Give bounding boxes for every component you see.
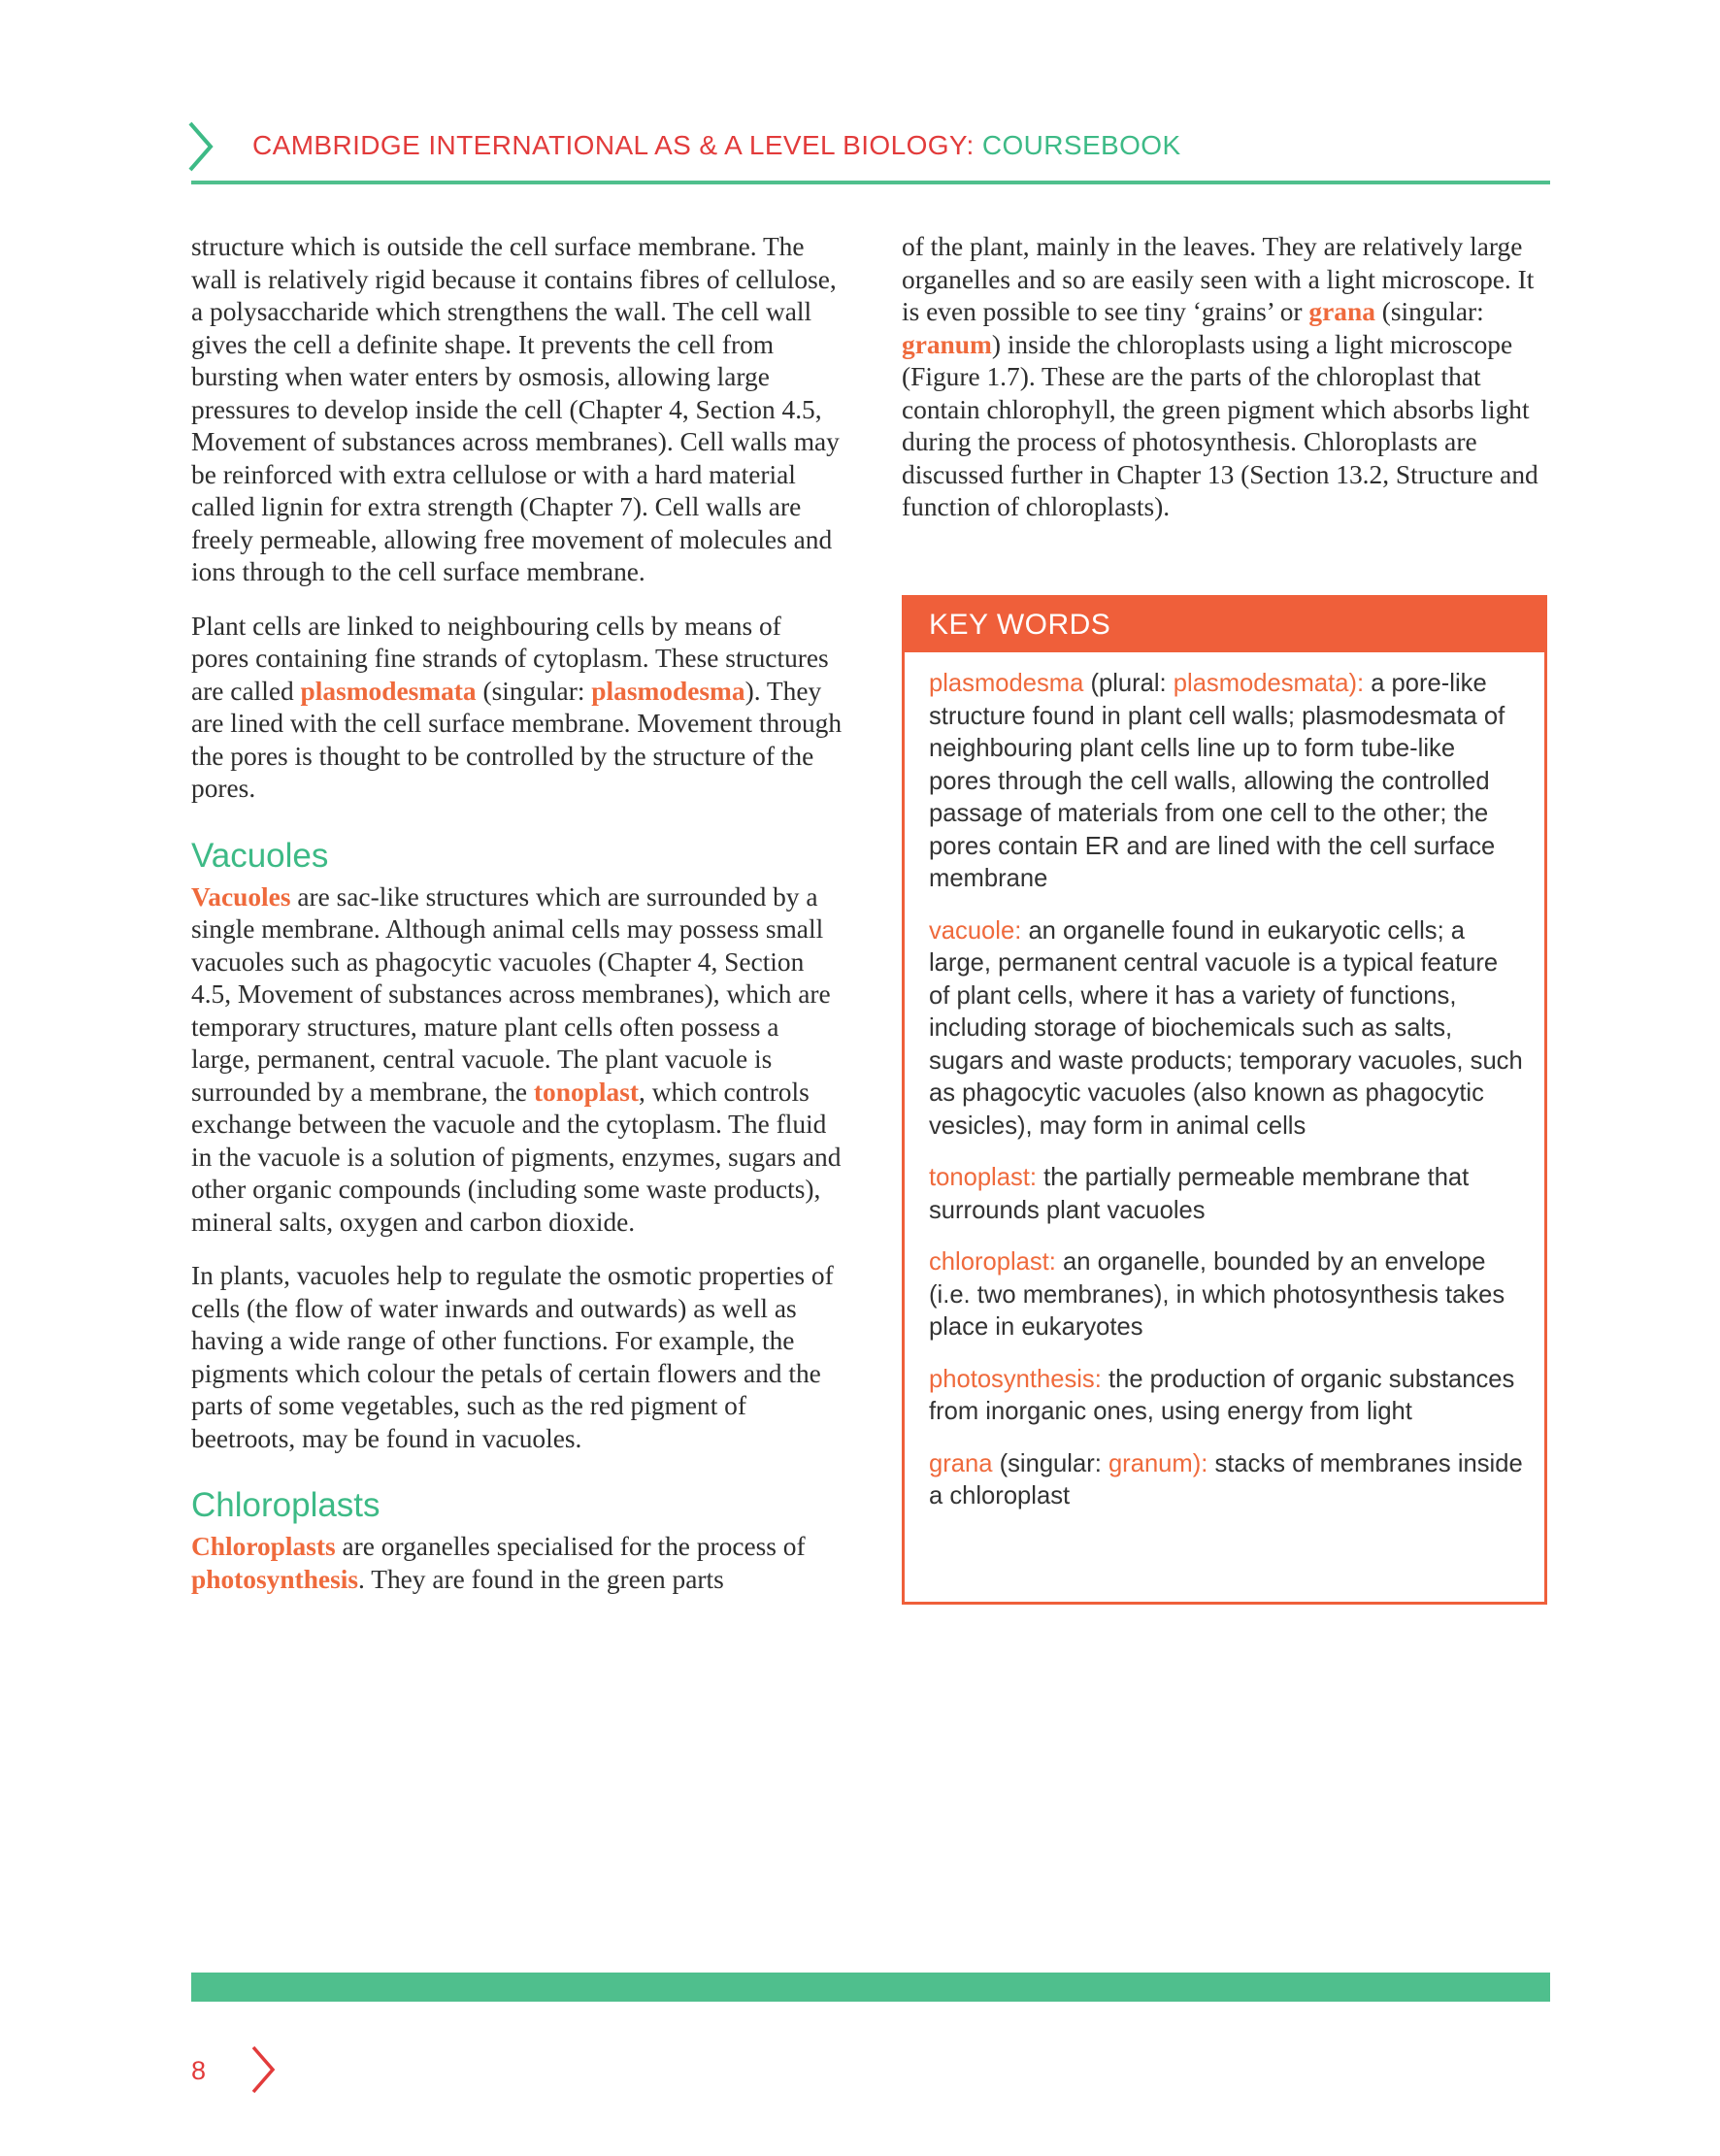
definition: the production of organic substances from inorganic ones, using energy from light [929,1365,1515,1425]
right-column [902,231,1554,546]
term: chloroplast: [929,1248,1056,1276]
term-punct: ): [1348,670,1365,697]
text: . They are found in the green parts [358,1564,724,1594]
text: (singular: [476,676,592,706]
chevron-right-icon [186,120,215,173]
text: of the plant, mainly in the leaves. They are relatively large organelles and so are easily seen with a light microscope. It is even possible to see tiny ‘grains’ or [902,232,1535,326]
text: (plural: [1083,670,1174,697]
keyword-plasmodesmata: plasmodesmata [300,676,477,706]
paragraph-plasmodesmata [191,611,843,806]
key-word-entry-chloroplast [929,1246,1523,1344]
definition: stacks of membranes inside a chloroplast [929,1449,1523,1509]
key-word-entry-vacuole [929,915,1523,1144]
definition: an organelle, bounded by an envelope (i.e. two membranes), in which photosynthesis takes place in eukaryotes [929,1248,1505,1341]
heading-vacuoles: Vacuoles [191,836,329,875]
key-word-entry-grana [929,1448,1523,1513]
text: Plant cells are linked to neighbouring cells by means of pores containing fine strands of cytoplasm. These structures are called [191,611,829,706]
left-column [191,231,843,1617]
paragraph-vacuoles [191,881,843,1240]
term: plasmodesmata [1173,670,1349,697]
keyword-chloroplasts: Chloroplasts [191,1532,336,1561]
text: (singular: [992,1449,1108,1477]
term: photosynthesis: [929,1365,1102,1393]
keyword-granum: granum [902,329,992,359]
definition: the partially permeable membrane that surrounds plant vacuoles [929,1164,1470,1224]
keyword-vacuoles: Vacuoles [191,881,291,912]
keyword-tonoplast: tonoplast [533,1077,639,1107]
term: tonoplast: [929,1164,1037,1191]
book-title-sub: COURSEBOOK [981,130,1181,160]
term: plasmodesma [929,670,1084,697]
key-word-entry-plasmodesma [929,668,1523,896]
heading-chloroplasts: Chloroplasts [191,1486,380,1524]
term: granum [1108,1449,1193,1477]
text: ). They are lined with the cell surface membrane. Movement through the pores is thought to be controlled by the structure of the pores. [191,676,843,803]
text: are organelles specialised for the process of [335,1532,806,1561]
definition: an organelle found in eukaryotic cells; a large, permanent central vacuole is a typical feature of plant cells, where it has a variety of functions, including storage of biochemicals such as salts, sugars and waste products; temporary vacuoles, such as phagocytic vacuoles (also known as phagocytic vesicles), may form in animal cells [929,916,1523,1140]
paragraph-cell-wall: structure which is outside the cell surface membrane. The wall is relatively rigid because it contains fibres of cellulose, a polysaccharide which strengthens the wall. The cell wall gives the cell a definite shape. It prevents the cell from bursting when water enters by osmosis, allowing large pressures to develop inside the cell (Chapter 4, Section 4.5, Movement of substances across membranes). Cell walls may be reinforced with extra cellulose or with a hard material called lignin for extra strength (Chapter 7). Cell walls are freely permeable, allowing free movement of molecules and ions through to the cell surface membrane. [191,232,840,586]
definition: a pore-like structure found in plant cell walls; plasmodesmata of neighbouring plant cells line up to form tube-like pores through the cell walls, allowing the controlled passage of materials from one cell to the other; the pores contain ER and are lined with the cell surface membrane [929,670,1505,892]
term: grana [929,1449,993,1477]
paragraph-vacuole-functions: In plants, vacuoles help to regulate the osmotic properties of cells (the flow of water inwards and outwards) as well as having a wide range of other functions. For example, the pigments which colour the petals of certain flowers and the parts of some vegetables, such as the red pigment of beetroots, may be found in vacuoles. [191,1261,834,1453]
header-rule [191,181,1550,184]
keyword-photosynthesis: photosynthesis [191,1564,359,1594]
paragraph-chloroplasts-continued [902,231,1554,524]
key-words-heading: KEY WORDS [905,598,1544,652]
paragraph-chloroplasts [191,1531,843,1596]
term: vacuole: [929,916,1022,945]
book-title [252,130,1181,161]
key-words-box [902,595,1547,1605]
term-punct: ): [1192,1449,1208,1477]
text: , which controls exchange between the vacuole and the cytoplasm. The fluid in the vacuole is a solution of pigments, enzymes, sugars and other organic compounds (including some waste products), mineral salts, oxygen and carbon dioxide. [191,1077,842,1237]
page-number: 8 [191,2056,207,2085]
running-header [186,120,1551,184]
text: (singular: [1374,297,1484,326]
book-title-main: CAMBRIDGE INTERNATIONAL AS & A LEVEL BIOLOGY: [252,130,975,160]
chevron-right-icon [250,2044,276,2095]
text: are sac-like structures which are surrounded by a single membrane. Although animal cells may possess small vacuoles such as phagocytic vacuoles (Chapter 4, Section 4.5, Movement of substances across membranes), which are temporary structures, mature plant cells often possess a large, permanent, central vacuole. The plant vacuole is surrounded by a membrane, the [191,881,831,1107]
keyword-plasmodesma: plasmodesma [591,676,745,706]
key-words-list [905,652,1544,1513]
key-word-entry-tonoplast [929,1162,1523,1227]
keyword-grana: grana [1308,297,1375,326]
footer-bar [191,1973,1550,2002]
text: ) inside the chloroplasts using a light microscope (Figure 1.7). These are the parts of the chloroplast that contain chlorophyll, the green pigment which absorbs light during the process of photosynthesis. Chloroplasts are discussed further in Chapter 13 (Section 13.2, Structure and function of chloroplasts). [902,329,1538,521]
key-word-entry-photosynthesis [929,1364,1523,1429]
